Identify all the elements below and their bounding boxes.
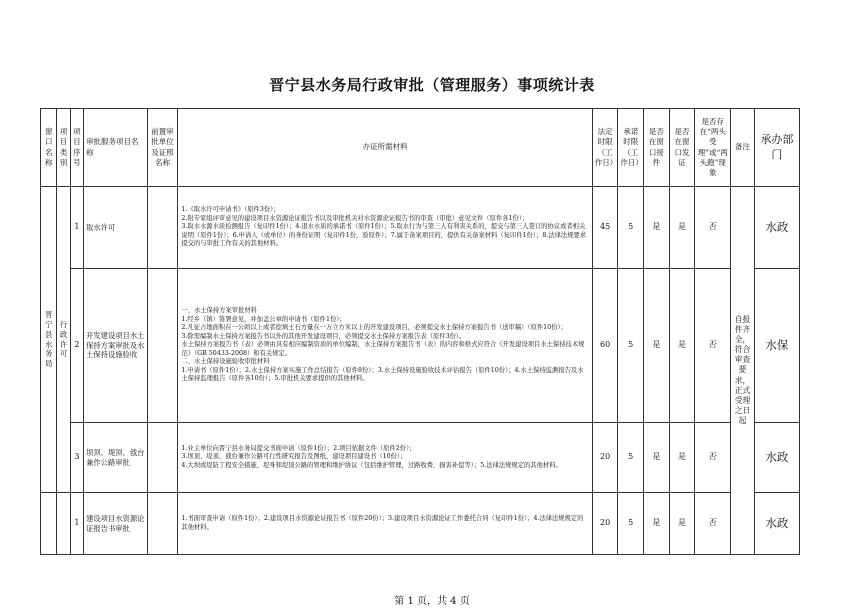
page-footer: 第 1 页，共 4 页 bbox=[394, 596, 470, 607]
issue-cell: 是 bbox=[669, 187, 695, 269]
page-title: 晋宁县水务局行政审批（管理服务）事项统计表 bbox=[269, 76, 595, 94]
materials-cell bbox=[178, 423, 592, 493]
table-row bbox=[41, 269, 800, 423]
remark-cell: 自报件齐全，符合审查要求，正式受理之日起 bbox=[731, 187, 755, 555]
legal-cell: 20 bbox=[592, 493, 618, 555]
material-line: 水土保持方案报告书（表）必须由具有相应编制资质的单位编制，水土保持方案报告书（表）的内容和格式应符合《开发建设项目水土保持技术规范》（GB 50433-2008）和有关规定。 bbox=[181, 341, 585, 357]
two-ends-cell: 否 bbox=[695, 187, 731, 269]
header-window: 窗口名称 bbox=[41, 109, 57, 187]
legal-cell: 20 bbox=[592, 423, 618, 493]
issue-cell: 是 bbox=[669, 423, 695, 493]
material-line: 4.大坝或堤防工程安全措施、堤身和堤顶公路的管理和维护协议（包括维护管理，过路收费，损害补偿等）；5.法律法规规定的其他材料。 bbox=[181, 461, 562, 469]
header-seq: 项目序号 bbox=[70, 109, 83, 187]
item-cell: 取水许可 bbox=[84, 187, 148, 269]
header-remark: 备注 bbox=[731, 109, 755, 187]
legal-cell: 60 bbox=[592, 269, 618, 423]
window-name-cell bbox=[41, 493, 57, 555]
promise-cell: 5 bbox=[618, 493, 644, 555]
header-item: 审批服务项目名称 bbox=[84, 109, 148, 187]
dept-cell: 水政 bbox=[754, 187, 799, 269]
pre-cell bbox=[147, 269, 178, 423]
seq-cell: 2 bbox=[70, 269, 83, 423]
accept-cell: 是 bbox=[644, 269, 670, 423]
header-materials: 办证所需材料 bbox=[178, 109, 592, 187]
accept-cell: 是 bbox=[644, 423, 670, 493]
two-ends-cell: 否 bbox=[695, 269, 731, 423]
material-line: 2.凡征占地面积在一公顷以上或者挖填土石方量在一万立方米以上的开发建设项目，必须提交水土保持方案报告书（送审稿）（原件10份）； bbox=[181, 324, 567, 332]
header-window-issue: 是否在窗口发证 bbox=[669, 109, 695, 187]
header-pre: 前置审批单位及证照名称 bbox=[147, 109, 178, 187]
seq-cell: 3 bbox=[70, 423, 83, 493]
header-category: 项目类别 bbox=[57, 109, 70, 187]
table-row bbox=[41, 187, 800, 269]
materials-cell bbox=[178, 493, 592, 555]
material-line: 一、水土保持方案审批材料 bbox=[181, 307, 257, 315]
material-line: 1.经乡（镇）签署意见，并加盖公章的申请书（原件1份）； bbox=[181, 315, 346, 323]
materials-cell bbox=[178, 269, 592, 423]
material-line: 3.坝顶、堤顶、戗台兼作公路可行性研究报告及图纸，建设项目建设书（10份）； bbox=[181, 453, 407, 461]
material-line: 二、水土保持设施验收审批材料 bbox=[181, 358, 270, 366]
issue-cell: 是 bbox=[669, 269, 695, 423]
dept-cell: 水政 bbox=[754, 493, 799, 555]
issue-cell: 是 bbox=[669, 493, 695, 555]
dept-cell: 水保 bbox=[754, 269, 799, 423]
material-line: 3.除需编制水土保持方案报告书以外的其他开发建设项目，必须提交水土保持方案报告表（原件3份）。 bbox=[181, 332, 466, 340]
header-two-ends: 是否存在“两头受理”或“两头跑”现象 bbox=[695, 109, 731, 187]
pre-cell bbox=[147, 423, 178, 493]
table-row bbox=[41, 493, 800, 555]
promise-cell: 5 bbox=[618, 187, 644, 269]
item-cell: 建设项目水资源论证报告书审批 bbox=[84, 493, 148, 555]
item-cell: 开发建设项目水土保持方案审批及水土保持设施验收 bbox=[84, 269, 148, 423]
seq-cell: 1 bbox=[70, 493, 83, 555]
seq-cell: 1 bbox=[70, 187, 83, 269]
material-line: 1.《取水许可申请书》（原件3份）； bbox=[181, 206, 280, 214]
header-legal: 法定时限（工作日） bbox=[592, 109, 618, 187]
material-line: 1.申请书（原件1份）；2.水土保持方案实施工作总结报告（原件8份）；3.水土保持设施验收技术评估报告（原件10份）；4.水土保持监测报告及水土保持监理报告（原件各10份）；5.审批机关要求提供的其他材料。 bbox=[181, 366, 584, 383]
category-cell bbox=[57, 493, 70, 555]
category-cell: 行政许可 bbox=[57, 187, 70, 493]
legal-cell: 45 bbox=[592, 187, 618, 269]
header-row bbox=[41, 109, 800, 187]
dept-cell: 水政 bbox=[754, 423, 799, 493]
two-ends-cell: 否 bbox=[695, 493, 731, 555]
two-ends-cell: 否 bbox=[695, 423, 731, 493]
header-dept: 承办部门 bbox=[754, 109, 799, 187]
promise-cell: 5 bbox=[618, 423, 644, 493]
table-row bbox=[41, 423, 800, 493]
item-cell: 坝顶、堤顶、戗台兼作公路审批 bbox=[84, 423, 148, 493]
header-promise: 承诺时限（工作日） bbox=[618, 109, 644, 187]
material-line: 3.取水水源水质检测报告（复印件1份）；4.退水水质的承诺书（原件1份）；5.取水行为与第三人有利害关系的，提交与第三人签订的协议或者相关说明（原件1份）；6.申请人（或单位）的身份证明（复印件1份，验原件）；7.属于备案项目的，提供有关备案材料（复印件1份）；8.法律法规要求提交的与审批工作有关的其他材料。 bbox=[181, 223, 587, 248]
pre-cell bbox=[147, 187, 178, 269]
material-line: 1.书面审查申请（原件1份）；2.建设项目水资源论证报告书（原件20份）；3.建设项目水资源论证工作委托合同（复印件1份）；4.法律法规规定的其他材料。 bbox=[181, 515, 584, 531]
accept-cell: 是 bbox=[644, 187, 670, 269]
approval-table bbox=[40, 108, 800, 555]
materials-cell bbox=[178, 187, 592, 269]
header-window-accept: 是否在窗口接件 bbox=[644, 109, 670, 187]
material-line: 2.附专家组评审意见的建设项目水资源论证报告书以及审批机关对水资源论证报告书的审查（审批）意见文件（原件各1份）； bbox=[181, 214, 529, 222]
window-name-cell: 晋宁县水务局 bbox=[41, 187, 57, 493]
promise-cell: 5 bbox=[618, 269, 644, 423]
pre-cell bbox=[147, 493, 178, 555]
accept-cell: 是 bbox=[644, 493, 670, 555]
material-line: 1.业主单位向晋宁县水务局提交书面申请（原件1份）；2.项目依据文件（原件2份）； bbox=[181, 444, 416, 452]
